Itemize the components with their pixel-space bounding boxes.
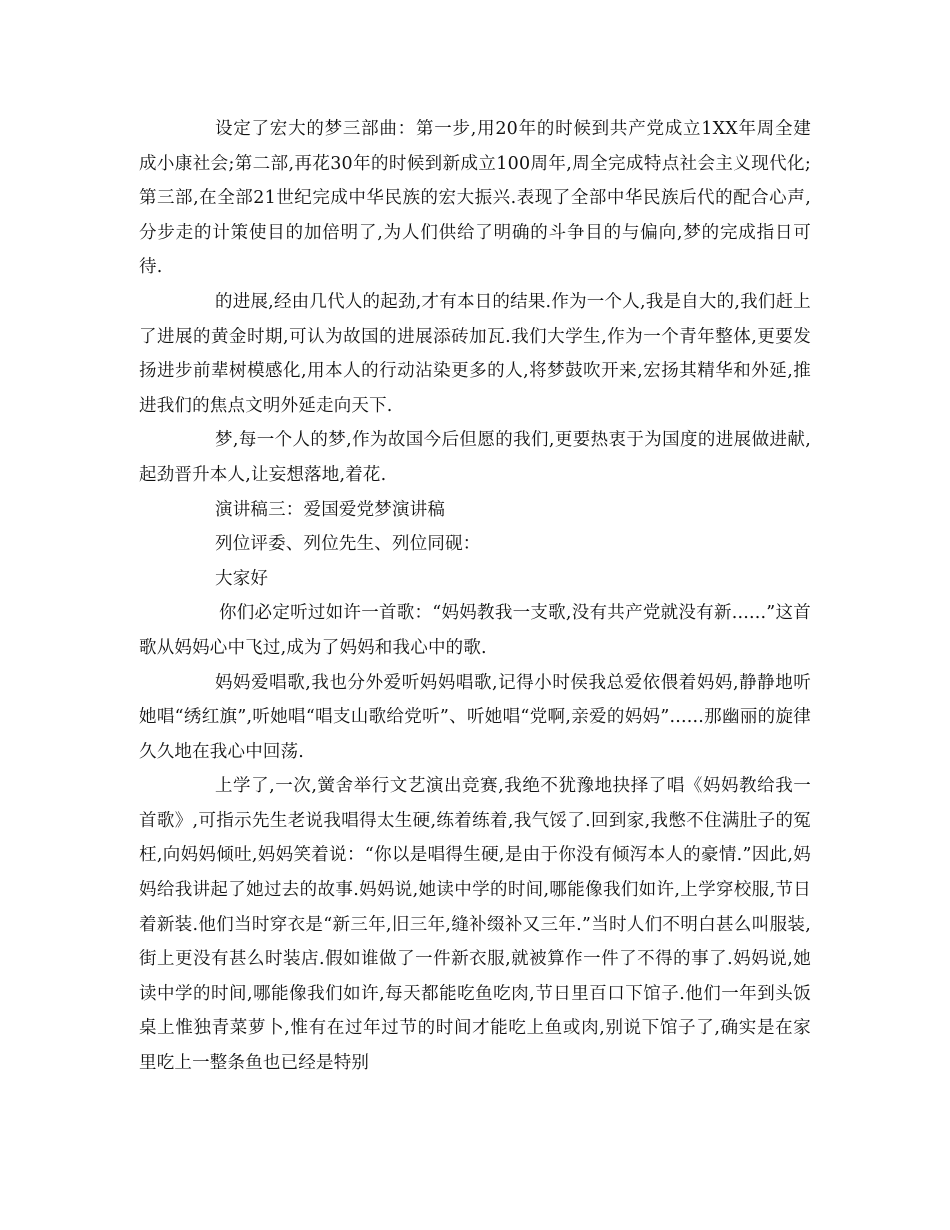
paragraph-everyone-dream: 梦,每一个人的梦,作为故国今后但愿的我们,更要热衷于为国度的进展做进献,起劲晋升本人,让妄想落地,着花.: [139, 430, 811, 485]
document-page: [139, 112, 811, 1081]
paragraph-development: 的进展,经由几代人的起劲,才有本日的结果.作为一个人,我是自大的,我们赶上了进展的黄金时期,可认为故国的进展添砖加瓦.我们大学生,作为一个青年整体,更要发扬进步前辈树模感化,用本人的行动沾染更多的人,将梦鼓吹开来,宏扬其精华和外延,推进我们的焦点文明外延走向天下.: [139, 291, 811, 416]
greeting: 大家好: [215, 568, 269, 589]
salutation: 列位评委、列位先生、列位同砚：: [215, 534, 481, 555]
speech-title: 演讲稿三：爱国爱党梦演讲稿: [215, 499, 446, 520]
paragraph-school-contest: 上学了,一次,黉舍举行文艺演出竞赛,我绝不犹豫地抉择了唱《妈妈教给我一首歌》,可指示先生老说我唱得太生硬,练着练着,我气馁了.回到家,我憋不住满肚子的冤枉,向妈妈倾吐,妈妈笑着说：“你以是唱得生硬,是由于你没有倾泻本人的豪情.”因此,妈妈给我讲起了她过去的故事.妈妈说,她读中学的时间,哪能像我们如许,上学穿校服,节日着新装.他们当时穿衣是“新三年,旧三年,缝补缀补又三年.”当时人们不明白甚么叫服装,街上更没有甚么时装店.假如谁做了一件新衣服,就被算作一件了不得的事了.妈妈说,她读中学的时间,哪能像我们如许,每天都能吃鱼吃肉,节日里百口下馆子.他们一年到头饭桌上惟独青菜萝卜,惟有在过年过节的时间才能吃上鱼或肉,别说下馆子了,确实是在家里吃上一整条鱼也已经是特别: [139, 776, 811, 1074]
paragraph-song-intro: 你们必定听过如许一首歌：“妈妈教我一支歌,没有共产党就没有新......”这首歌从妈妈心中飞过,成为了妈妈和我心中的歌.: [139, 603, 811, 658]
paragraph-dream-plan: 设定了宏大的梦三部曲：第一步,用20年的时候到共产党成立1XX年周全建成小康社会;第二部,再花30年的时候到新成立100周年,周全完成特点社会主义现代化;第三部,在全部21世纪完成中华民族的宏大振兴.表现了全部中华民族后代的配合心声,分步走的计策使目的加倍明了,为人们供给了明确的斗争目的与偏向,梦的完成指日可待.: [139, 119, 811, 278]
paragraph-mother-sings: 妈妈爱唱歌,我也分外爱听妈妈唱歌,记得小时侯我总爱依偎着妈妈,静静地听她唱“绣红旗”,听她唱“唱支山歌给党听”、听她唱“党啊,亲爱的妈妈”......那幽丽的旋律久久地在我心中回荡.: [139, 672, 811, 762]
